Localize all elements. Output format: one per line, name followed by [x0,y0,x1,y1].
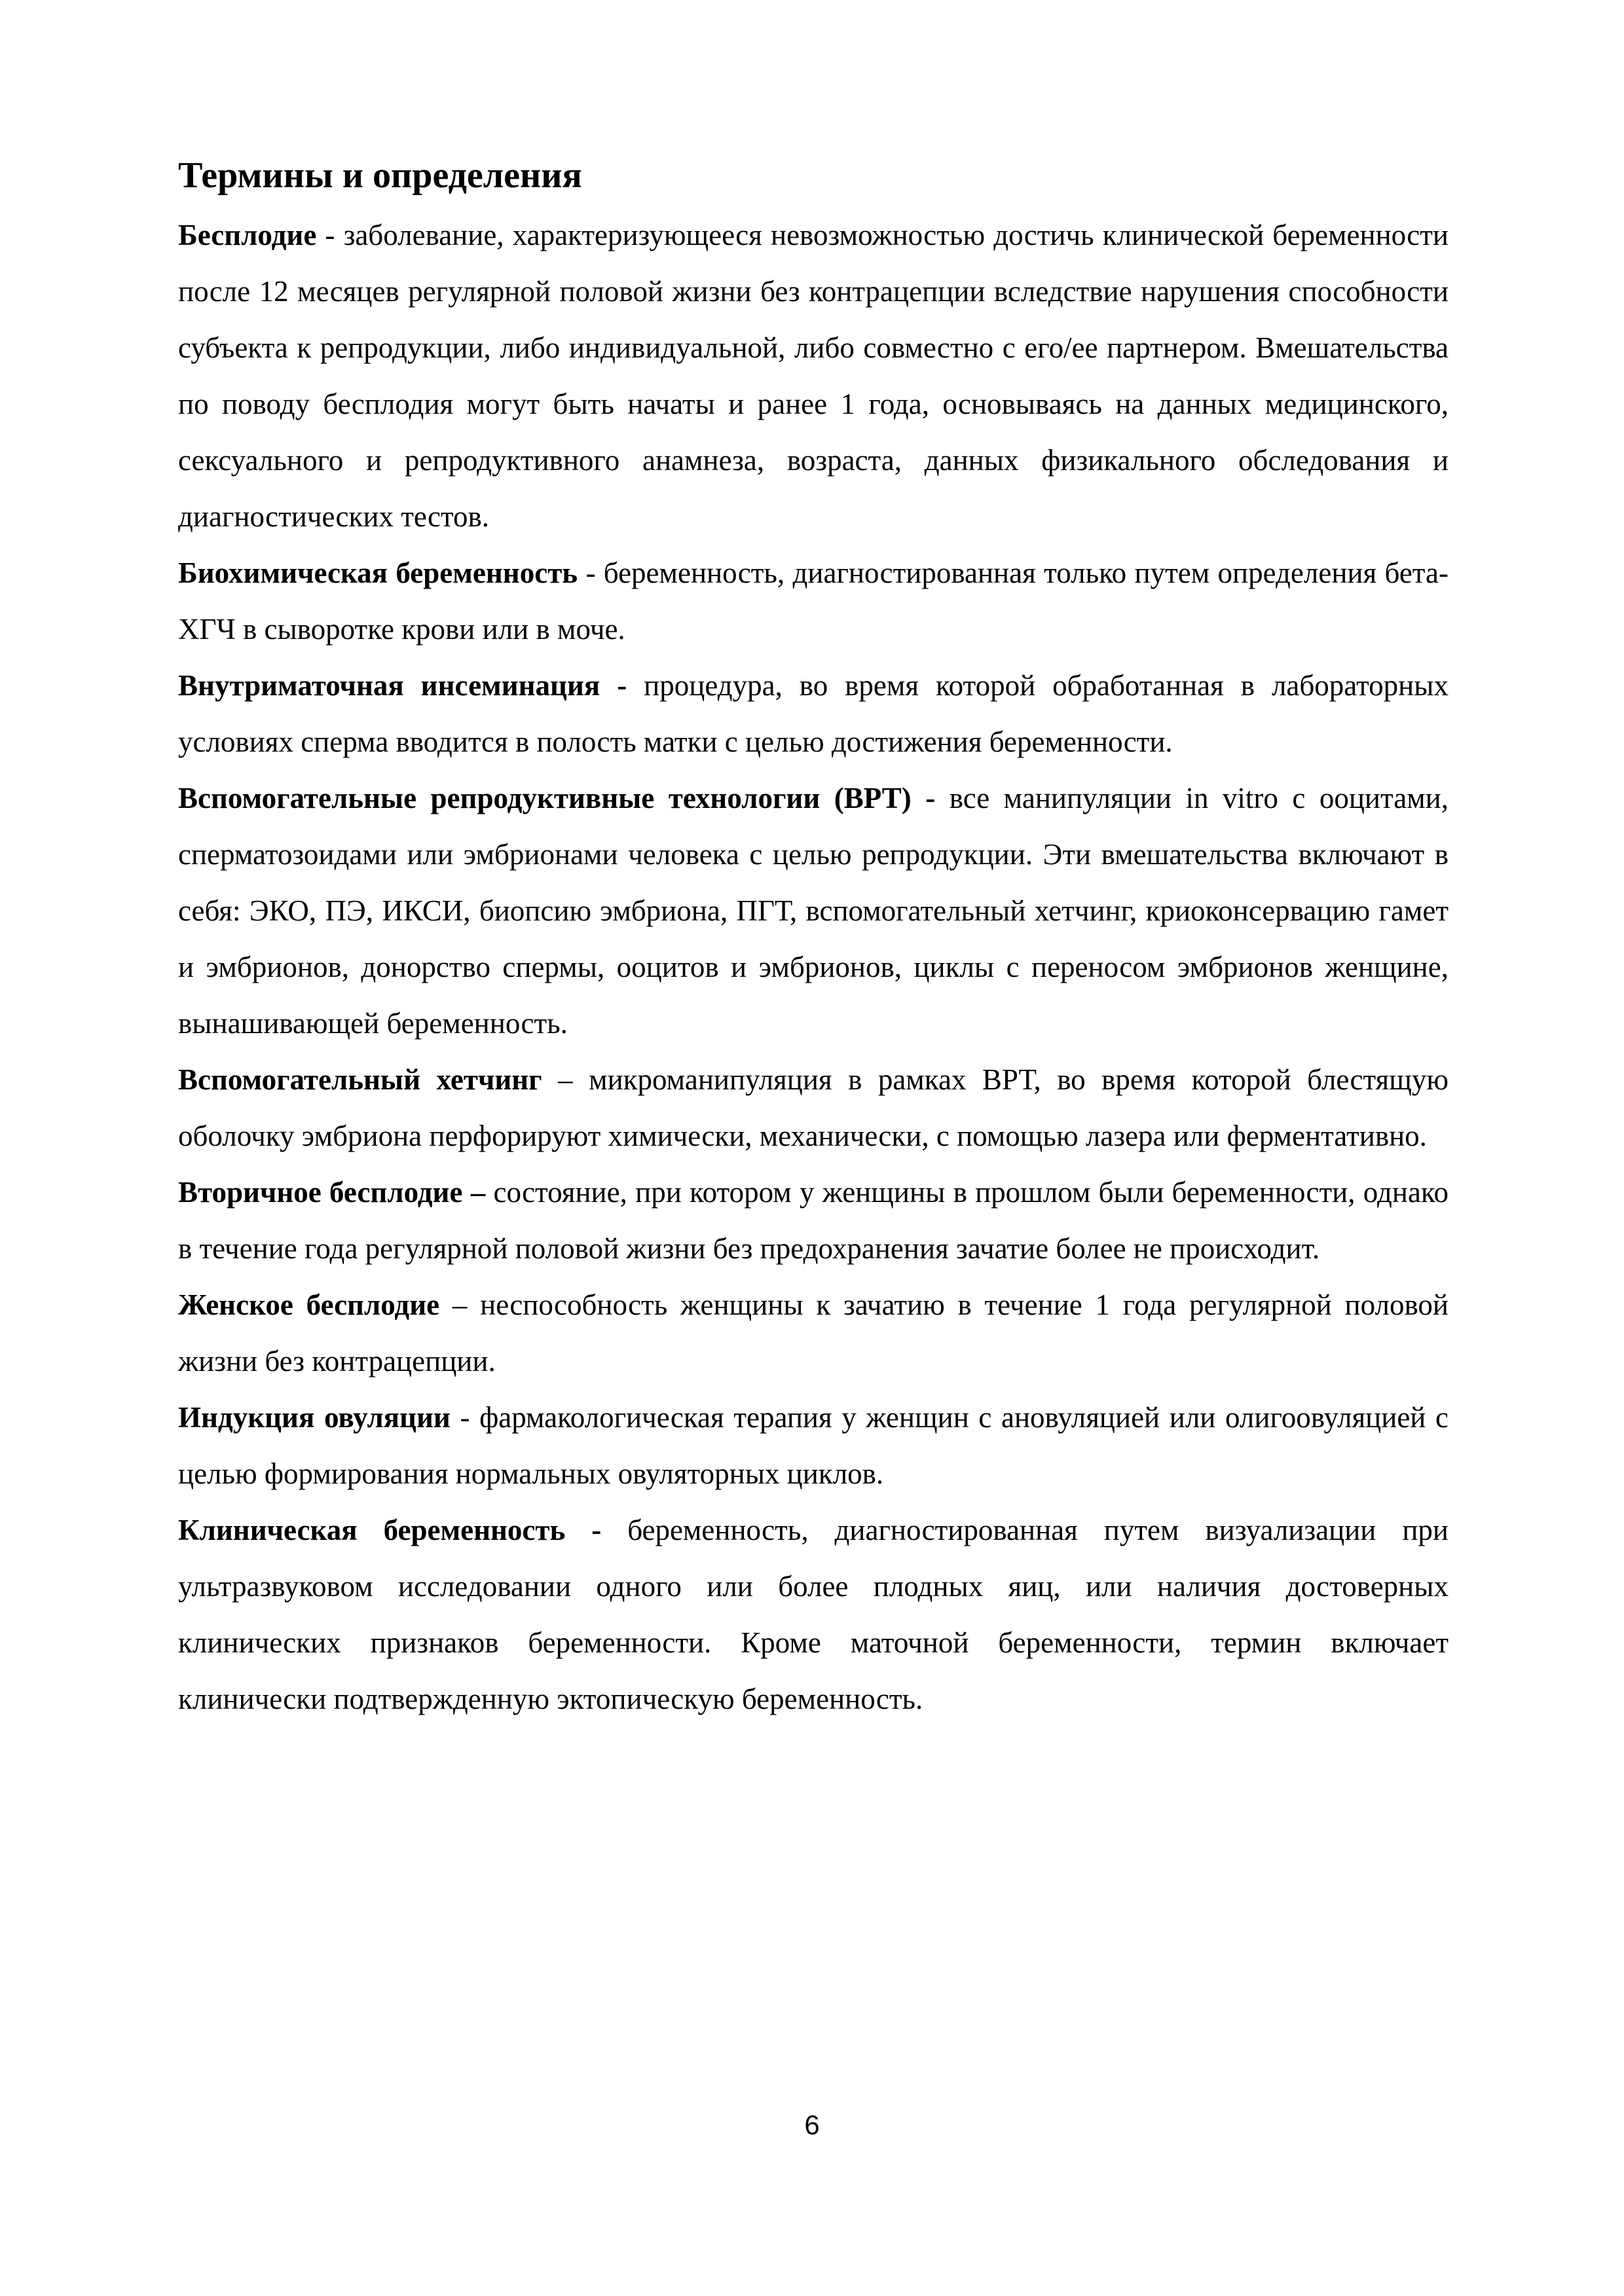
term-definition: все манипуляции in vitro с ооцитами, сперматозоидами или эмбрионами человека с целью репродукции. Эти вмешательства включают в себя: ЭКО, ПЭ, ИКСИ, биопсию эмбриона, ПГТ, вспомогательный хетчинг, криоконсервацию гамет и эмбрионов, донорство спермы, ооцитов и эмбрионов, циклы с переносом эмбрионов женщине, вынашивающей беременность. [178,782,1449,1040]
term-separator [601,1514,627,1546]
term-name: Вторичное бесплодие – [178,1176,486,1209]
term-separator [485,1176,493,1209]
term-name: Биохимическая беременность [178,556,578,589]
term-separator [627,669,644,702]
term-definition: неспособность женщины к зачатию в течение 1 года регулярной половой жизни без контрацепции. [178,1288,1449,1377]
term-secondary-infertility [178,1164,1449,1277]
term-separator: - [316,219,344,251]
section-heading: Термины и определения [178,155,582,196]
term-definition: микроманипуляция в рамках ВРТ, во время которой блестящую оболочку эмбриона перфорируют химически, механически, с помощью лазера или ферментативно. [178,1063,1449,1152]
term-name: Клиническая беременность - [178,1514,602,1546]
term-assisted-hatching [178,1051,1449,1164]
term-separator: - [578,556,604,589]
term-definition: состояние, при котором у женщины в прошлом были беременности, однако в течение года регулярной половой жизни без предохранения зачатие более не происходит. [178,1176,1449,1265]
term-clinical-pregnancy [178,1502,1449,1727]
term-art [178,770,1449,1051]
term-separator: – [542,1063,589,1096]
term-separator: - [450,1401,480,1434]
term-name: Индукция овуляции [178,1401,451,1434]
term-definition: заболевание, характеризующееся невозможностью достичь клинической беременности после 12 месяцев регулярной половой жизни без контрацепции вследствие нарушения способности субъекта к репродукции, либо индивидуальной, либо совместно с его/ее партнером. Вмешательства по поводу бесплодия могут быть начаты и ранее 1 года, основываясь на данных медицинского, сексуального и репродуктивного анамнеза, возраста, данных физикального обследования и диагностических тестов. [178,219,1449,533]
term-definition: процедура, во время которой обработанная в лабораторных условиях сперма вводится в полость матки с целью достижения беременности. [178,669,1449,758]
term-infertility [178,207,1449,545]
term-biochemical-pregnancy [178,545,1449,657]
term-name: Вспомогательный хетчинг [178,1063,542,1096]
term-name: Женское бесплодие [178,1288,440,1321]
term-name: Вспомогательные репродуктивные технологии (ВРТ) - [178,782,936,814]
page-number: 6 [804,2109,820,2140]
term-name: Бесплодие [178,219,317,251]
term-intrauterine-insemination [178,657,1449,770]
term-definition: беременность, диагностированная путем визуализации при ультразвуковом исследовании одного или более плодных яиц, или наличия достоверных клинических признаков беременности. Кроме маточной беременности, термин включает клинически подтвержденную эктопическую беременность. [178,1514,1449,1715]
term-separator: – [439,1288,481,1321]
term-name: Внутриматочная инсеминация - [178,669,627,702]
term-separator [935,782,949,814]
term-definition: фармакологическая терапия у женщин с ановуляцией или олигоовуляцией с целью формирования нормальных овуляторных циклов. [178,1401,1449,1490]
term-female-infertility [178,1277,1449,1389]
term-definition: беременность, диагностированная только путем определения бета-ХГЧ в сыворотке крови или в моче. [178,556,1449,646]
page-content [178,152,1449,1727]
term-ovulation-induction [178,1389,1449,1502]
